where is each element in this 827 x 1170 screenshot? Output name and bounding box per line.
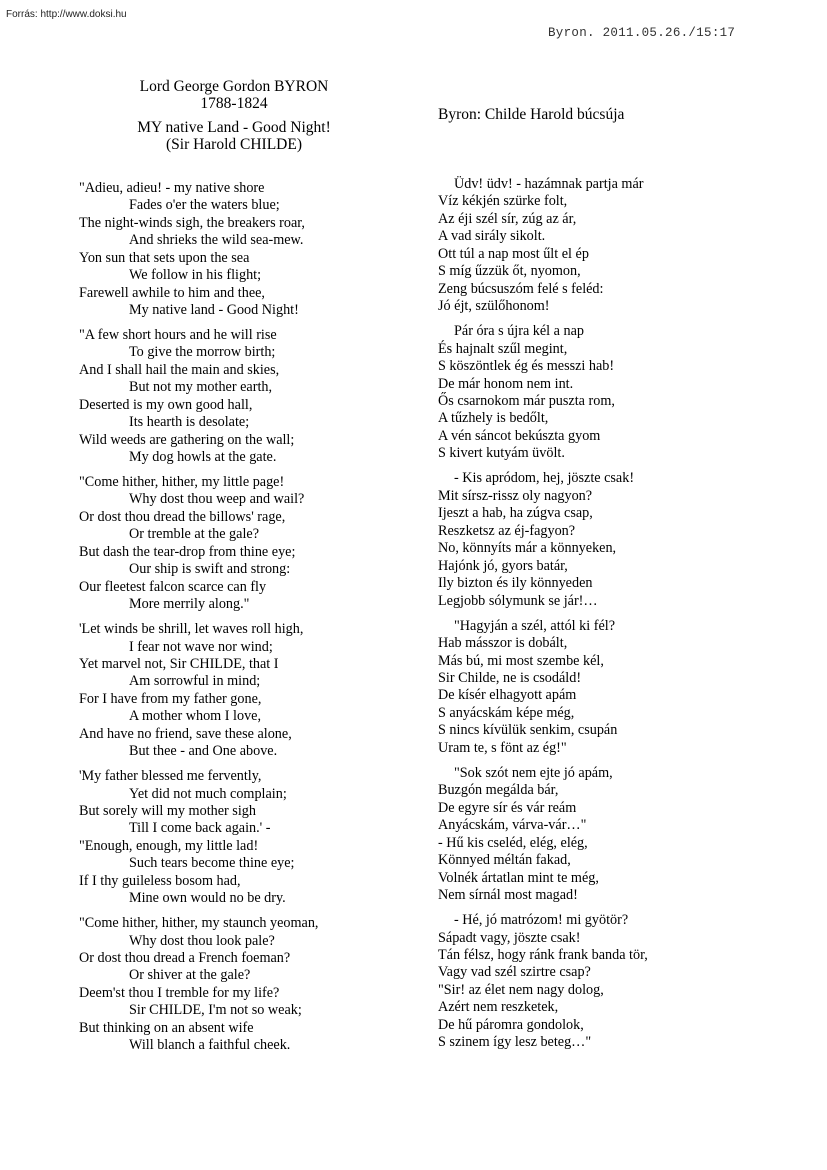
verse-line: S kivert kutyám üvölt. xyxy=(438,445,565,462)
verse-line: "Adieu, adieu! - my native shore xyxy=(79,180,265,196)
verse-line: "Come hither, hither, my little page! xyxy=(79,474,285,491)
verse-line: Legjobb sólymunk se jár!… xyxy=(438,592,598,609)
verse-line: Deem'st thou I tremble for my life? xyxy=(79,984,280,1001)
poem-subtitle: (Sir Harold CHILDE) xyxy=(165,136,303,153)
verse-line: - Hű kis cseléd, elég, elég, xyxy=(438,834,588,851)
verse-line: Till I come back again.' - xyxy=(129,820,271,837)
verse-line: Az éji szél sír, zúg az ár, xyxy=(438,210,577,227)
stanza xyxy=(79,768,409,908)
verse-line: Why dost thou weep and wail? xyxy=(129,491,305,508)
verse-line: Fades o'er the waters blue; xyxy=(129,197,280,214)
verse-line: Am sorrowful in mind; xyxy=(129,673,261,690)
verse-line: A vén sáncot bekúszta gyom xyxy=(438,427,601,444)
verse-line: "Sir! az élet nem nagy dolog, xyxy=(438,981,604,998)
verse-line: Üdv! üdv! - hazámnak partja már xyxy=(454,176,644,192)
verse-line: 'Let winds be shrill, let waves roll high, xyxy=(79,621,304,638)
source-url: Forrás: http://www.doksi.hu xyxy=(6,9,127,20)
stanza xyxy=(438,323,768,463)
verse-line: S anyácskám képe még, xyxy=(438,704,575,721)
verse-line: De kísér elhagyott apám xyxy=(438,687,577,704)
verse-line: But dash the tear-drop from thine eye; xyxy=(79,543,296,560)
stanza xyxy=(79,474,409,614)
stanza xyxy=(438,912,768,1052)
verse-line: "Come hither, hither, my staunch yeoman, xyxy=(79,915,319,932)
verse-line: And I shall hail the main and skies, xyxy=(79,361,280,378)
stanza xyxy=(438,176,768,316)
verse-line: And shrieks the wild sea-mew. xyxy=(129,232,304,249)
stanza xyxy=(79,621,409,761)
verse-line: Ős csarnokom már puszta rom, xyxy=(438,393,615,410)
verse-line: Zeng búcsuszóm felé s feléd: xyxy=(438,280,604,297)
verse-line: "Enough, enough, my little lad! xyxy=(79,837,259,854)
verse-line: Our fleetest falcon scarce can fly xyxy=(79,578,267,595)
verse-line: Why dost thou look pale? xyxy=(129,932,275,949)
verse-line: S míg űzzük őt, nyomon, xyxy=(438,263,581,280)
verse-line: Volnék ártatlan mint te még, xyxy=(438,869,599,886)
verse-line: Hajónk jó, gyors batár, xyxy=(438,557,568,574)
verse-line: Sir Childe, ne is csodáld! xyxy=(438,670,582,687)
verse-line: De egyre sír és vár reám xyxy=(438,799,577,816)
verse-line: Sápadt vagy, jöszte csak! xyxy=(438,929,581,946)
verse-line: A tűzhely is bedőlt, xyxy=(438,410,549,427)
verse-line: If I thy guileless bosom had, xyxy=(79,872,241,889)
verse-line: A vad sirály sikolt. xyxy=(438,228,546,245)
verse-line: No, könnyíts már a könnyeken, xyxy=(438,540,617,557)
verse-line: Pár óra s újra kél a nap xyxy=(454,323,585,340)
verse-line: Reszketsz az éj-fagyon? xyxy=(438,522,576,539)
verse-line: S köszöntlek ég és messzi hab! xyxy=(438,358,615,375)
stanza xyxy=(438,618,768,758)
english-heading xyxy=(100,78,368,153)
verse-line: "Hagyján a szél, attól ki fél? xyxy=(454,617,616,634)
verse-line: S nincs kívülük senkim, csupán xyxy=(438,722,618,739)
verse-line: De hű páromra gondolok, xyxy=(438,1016,584,1033)
verse-line: - Hé, jó matrózom! mi gyötör? xyxy=(454,912,629,929)
verse-line: Or shiver at the gale? xyxy=(129,967,251,984)
verse-line: Hab másszor is dobált, xyxy=(438,635,568,652)
verse-line: I fear not wave nor wind; xyxy=(129,638,273,655)
verse-line: To give the morrow birth; xyxy=(129,344,276,361)
document-stamp: Byron. 2011.05.26./15:17 xyxy=(548,26,736,40)
verse-line: Ott túl a nap most űlt el ép xyxy=(438,245,589,262)
verse-line: Ijeszt a hab, ha zúgva csap, xyxy=(438,505,593,522)
verse-line: Más bú, mi most szembe kél, xyxy=(438,652,604,669)
verse-line: A mother whom I love, xyxy=(129,708,262,725)
english-poem-column xyxy=(79,180,409,1062)
verse-line: Will blanch a faithful cheek. xyxy=(129,1037,291,1054)
verse-line: Azért nem reszketek, xyxy=(438,999,559,1016)
author-years: 1788-1824 xyxy=(200,95,268,112)
stanza xyxy=(79,327,409,467)
verse-line: But thinking on an absent wife xyxy=(79,1019,254,1036)
stanza xyxy=(79,915,409,1055)
verse-line: "Sok szót nem ejte jó apám, xyxy=(454,764,613,781)
verse-line: Víz kékjén szürke folt, xyxy=(438,193,568,210)
verse-line: But sorely will my mother sigh xyxy=(79,802,256,819)
hungarian-poem-column xyxy=(438,176,768,1059)
verse-line: És hajnalt szűl megint, xyxy=(438,340,568,357)
verse-line: Wild weeds are gathering on the wall; xyxy=(79,431,295,448)
verse-line: But not my mother earth, xyxy=(129,379,273,396)
stanza xyxy=(79,180,409,320)
verse-line: 'My father blessed me fervently, xyxy=(79,768,262,785)
verse-line: Anyácskám, várva-vár…" xyxy=(438,817,587,834)
verse-line: Such tears become thine eye; xyxy=(129,855,295,872)
verse-line: But thee - and One above. xyxy=(129,743,278,760)
verse-line: Nem sírnál most magad! xyxy=(438,887,578,904)
verse-line: Ily bizton és ily könnyeden xyxy=(438,575,593,592)
verse-line: My native land - Good Night! xyxy=(129,302,299,319)
verse-line: More merrily along." xyxy=(129,596,250,613)
verse-line: - Kis apródom, hej, jöszte csak! xyxy=(454,470,635,487)
verse-line: Or dost thou dread the billows' rage, xyxy=(79,508,286,525)
verse-line: Its hearth is desolate; xyxy=(129,414,250,431)
author-name: Lord George Gordon BYRON xyxy=(139,78,329,95)
verse-line: Farewell awhile to him and thee, xyxy=(79,284,265,301)
verse-line: Tán félsz, hogy ránk frank banda tör, xyxy=(438,947,648,963)
verse-line: Mine own would no be dry. xyxy=(129,890,286,907)
verse-line: Our ship is swift and strong: xyxy=(129,561,291,578)
hungarian-title: Byron: Childe Harold búcsúja xyxy=(438,106,625,123)
stanza xyxy=(438,470,768,610)
verse-line: De már honom nem int. xyxy=(438,375,574,392)
verse-line: And have no friend, save these alone, xyxy=(79,725,292,742)
verse-line: "A few short hours and he will rise xyxy=(79,327,277,344)
verse-line: S szinem így lesz beteg…" xyxy=(438,1034,592,1051)
verse-line: We follow in his flight; xyxy=(129,267,262,284)
verse-line: Vagy vad szél szirtre csap? xyxy=(438,964,591,981)
verse-line: Buzgón megálda bár, xyxy=(438,782,559,799)
verse-line: Deserted is my own good hall, xyxy=(79,396,253,413)
verse-line: Yon sun that sets upon the sea xyxy=(79,249,250,266)
verse-line: Yet did not much complain; xyxy=(129,785,287,802)
verse-line: Könnyed méltán fakad, xyxy=(438,852,571,869)
verse-line: Mit sírsz-rissz oly nagyon? xyxy=(438,487,593,504)
verse-line: Yet marvel not, Sir CHILDE, that I xyxy=(79,655,279,672)
verse-line: Or tremble at the gale? xyxy=(129,526,259,543)
verse-line: Jó éjt, szülőhonom! xyxy=(438,298,550,315)
stanza xyxy=(438,765,768,905)
verse-line: Sir CHILDE, I'm not so weak; xyxy=(129,1002,302,1019)
verse-line: Uram te, s fönt az ég!" xyxy=(438,739,567,756)
poem-title: MY native Land - Good Night! xyxy=(137,119,331,136)
verse-line: For I have from my father gone, xyxy=(79,690,262,707)
verse-line: The night-winds sigh, the breakers roar, xyxy=(79,214,305,231)
verse-line: My dog howls at the gate. xyxy=(129,449,277,466)
verse-line: Or dost thou dread a French foeman? xyxy=(79,949,291,966)
